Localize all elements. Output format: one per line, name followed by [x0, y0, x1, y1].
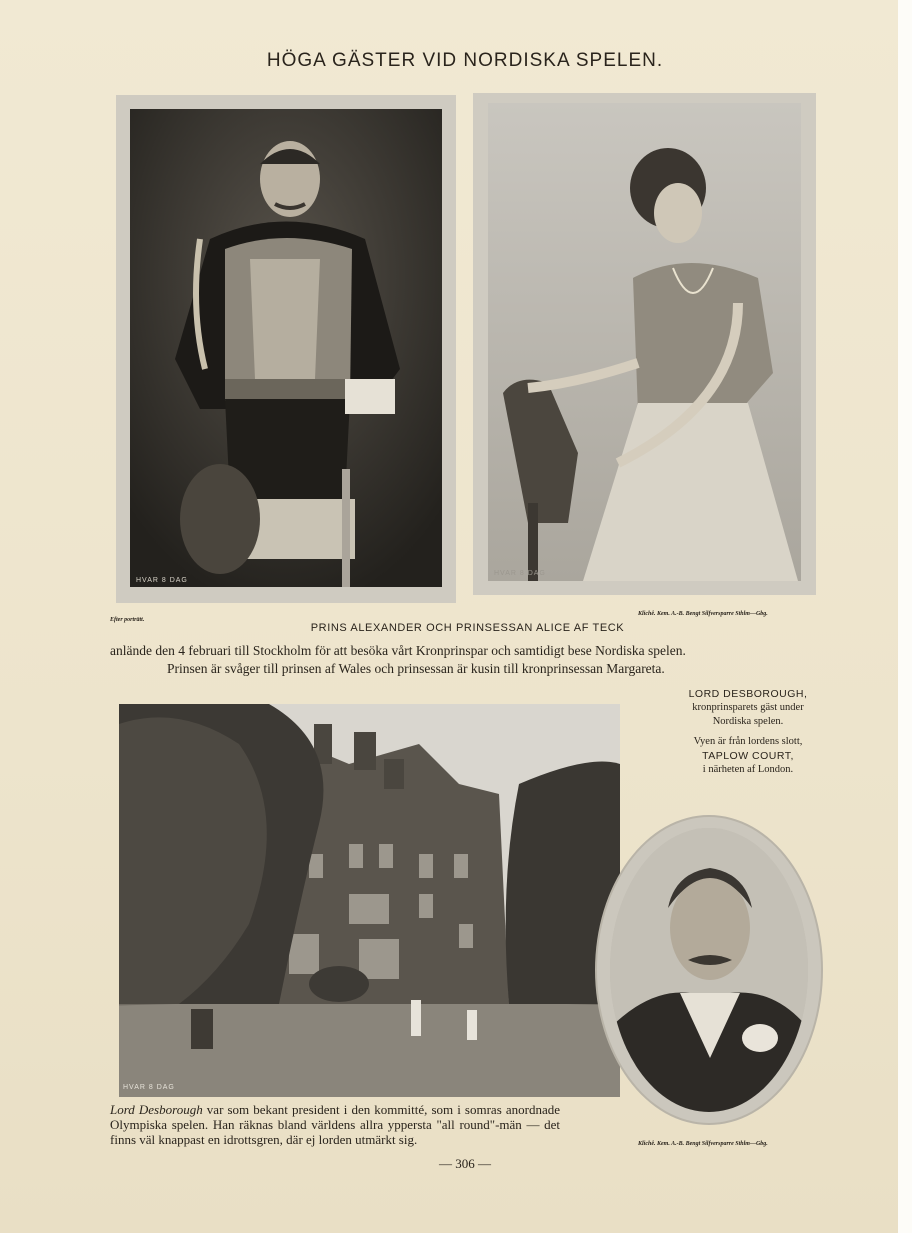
- princess-watermark: HVAR 8 DAG: [494, 570, 546, 577]
- lord-desborough-body: var som bekant president i den kommitté, som i somras anordnade Olympiska spelen. Han räknas bland världens allra yppersta "all round"-män — det finns väl knappast en idrottsgren, där ej lorden utmärkt sig.: [110, 1102, 560, 1147]
- lord-desborough-portrait: [610, 828, 808, 1112]
- side-caption-line3: Nordiska spelen.: [712, 716, 784, 727]
- princess-photo-credit: Klichê. Kem. A.-B. Bengt Silfversparre Sthlm—Gbg.: [638, 611, 768, 617]
- side-caption-name: LORD DESBOROUGH,: [688, 688, 808, 700]
- prince-watermark: HVAR 8 DAG: [136, 577, 188, 584]
- page-title: HÖGA GÄSTER VID NORDISKA SPELEN.: [266, 50, 664, 71]
- main-caption: PRINS ALEXANDER OCH PRINSESSAN ALICE AF TECK: [310, 622, 625, 634]
- prince-photo-credit: Efter porträtt.: [110, 617, 145, 623]
- side-caption-castle: TAPLOW COURT,: [702, 750, 794, 762]
- princess-alice-photo: [488, 103, 801, 581]
- intro-line-2: Prinsen är svåger till prinsen af Wales och prinsessan är kusin till kronprinsessan Margareta.: [167, 661, 665, 676]
- taplow-court-photo: [119, 704, 620, 1097]
- page-edge: [898, 0, 912, 1233]
- lord-desborough-name: Lord Desborough: [110, 1102, 203, 1117]
- page-number: — 306 —: [439, 1156, 491, 1171]
- castle-watermark: HVAR 8 DAG: [123, 1084, 175, 1091]
- side-caption-line6: i närheten af London.: [702, 764, 794, 775]
- side-caption-line2: kronprinsparets gäst under: [692, 702, 804, 713]
- lord-desborough-text: [110, 1102, 560, 1147]
- intro-line-1: anlände den 4 februari till Stockholm för att besöka vårt Kronprinspar och samtidigt bese Nordiska spelen.: [110, 643, 686, 658]
- side-caption-line4: Vyen är från lordens slott,: [693, 736, 803, 747]
- side-caption: [668, 687, 828, 777]
- prince-alexander-photo: [130, 109, 442, 587]
- portrait-credit: Klichê. Kem. A.-B. Bengt Silfversparre Sthlm—Gbg.: [638, 1141, 768, 1147]
